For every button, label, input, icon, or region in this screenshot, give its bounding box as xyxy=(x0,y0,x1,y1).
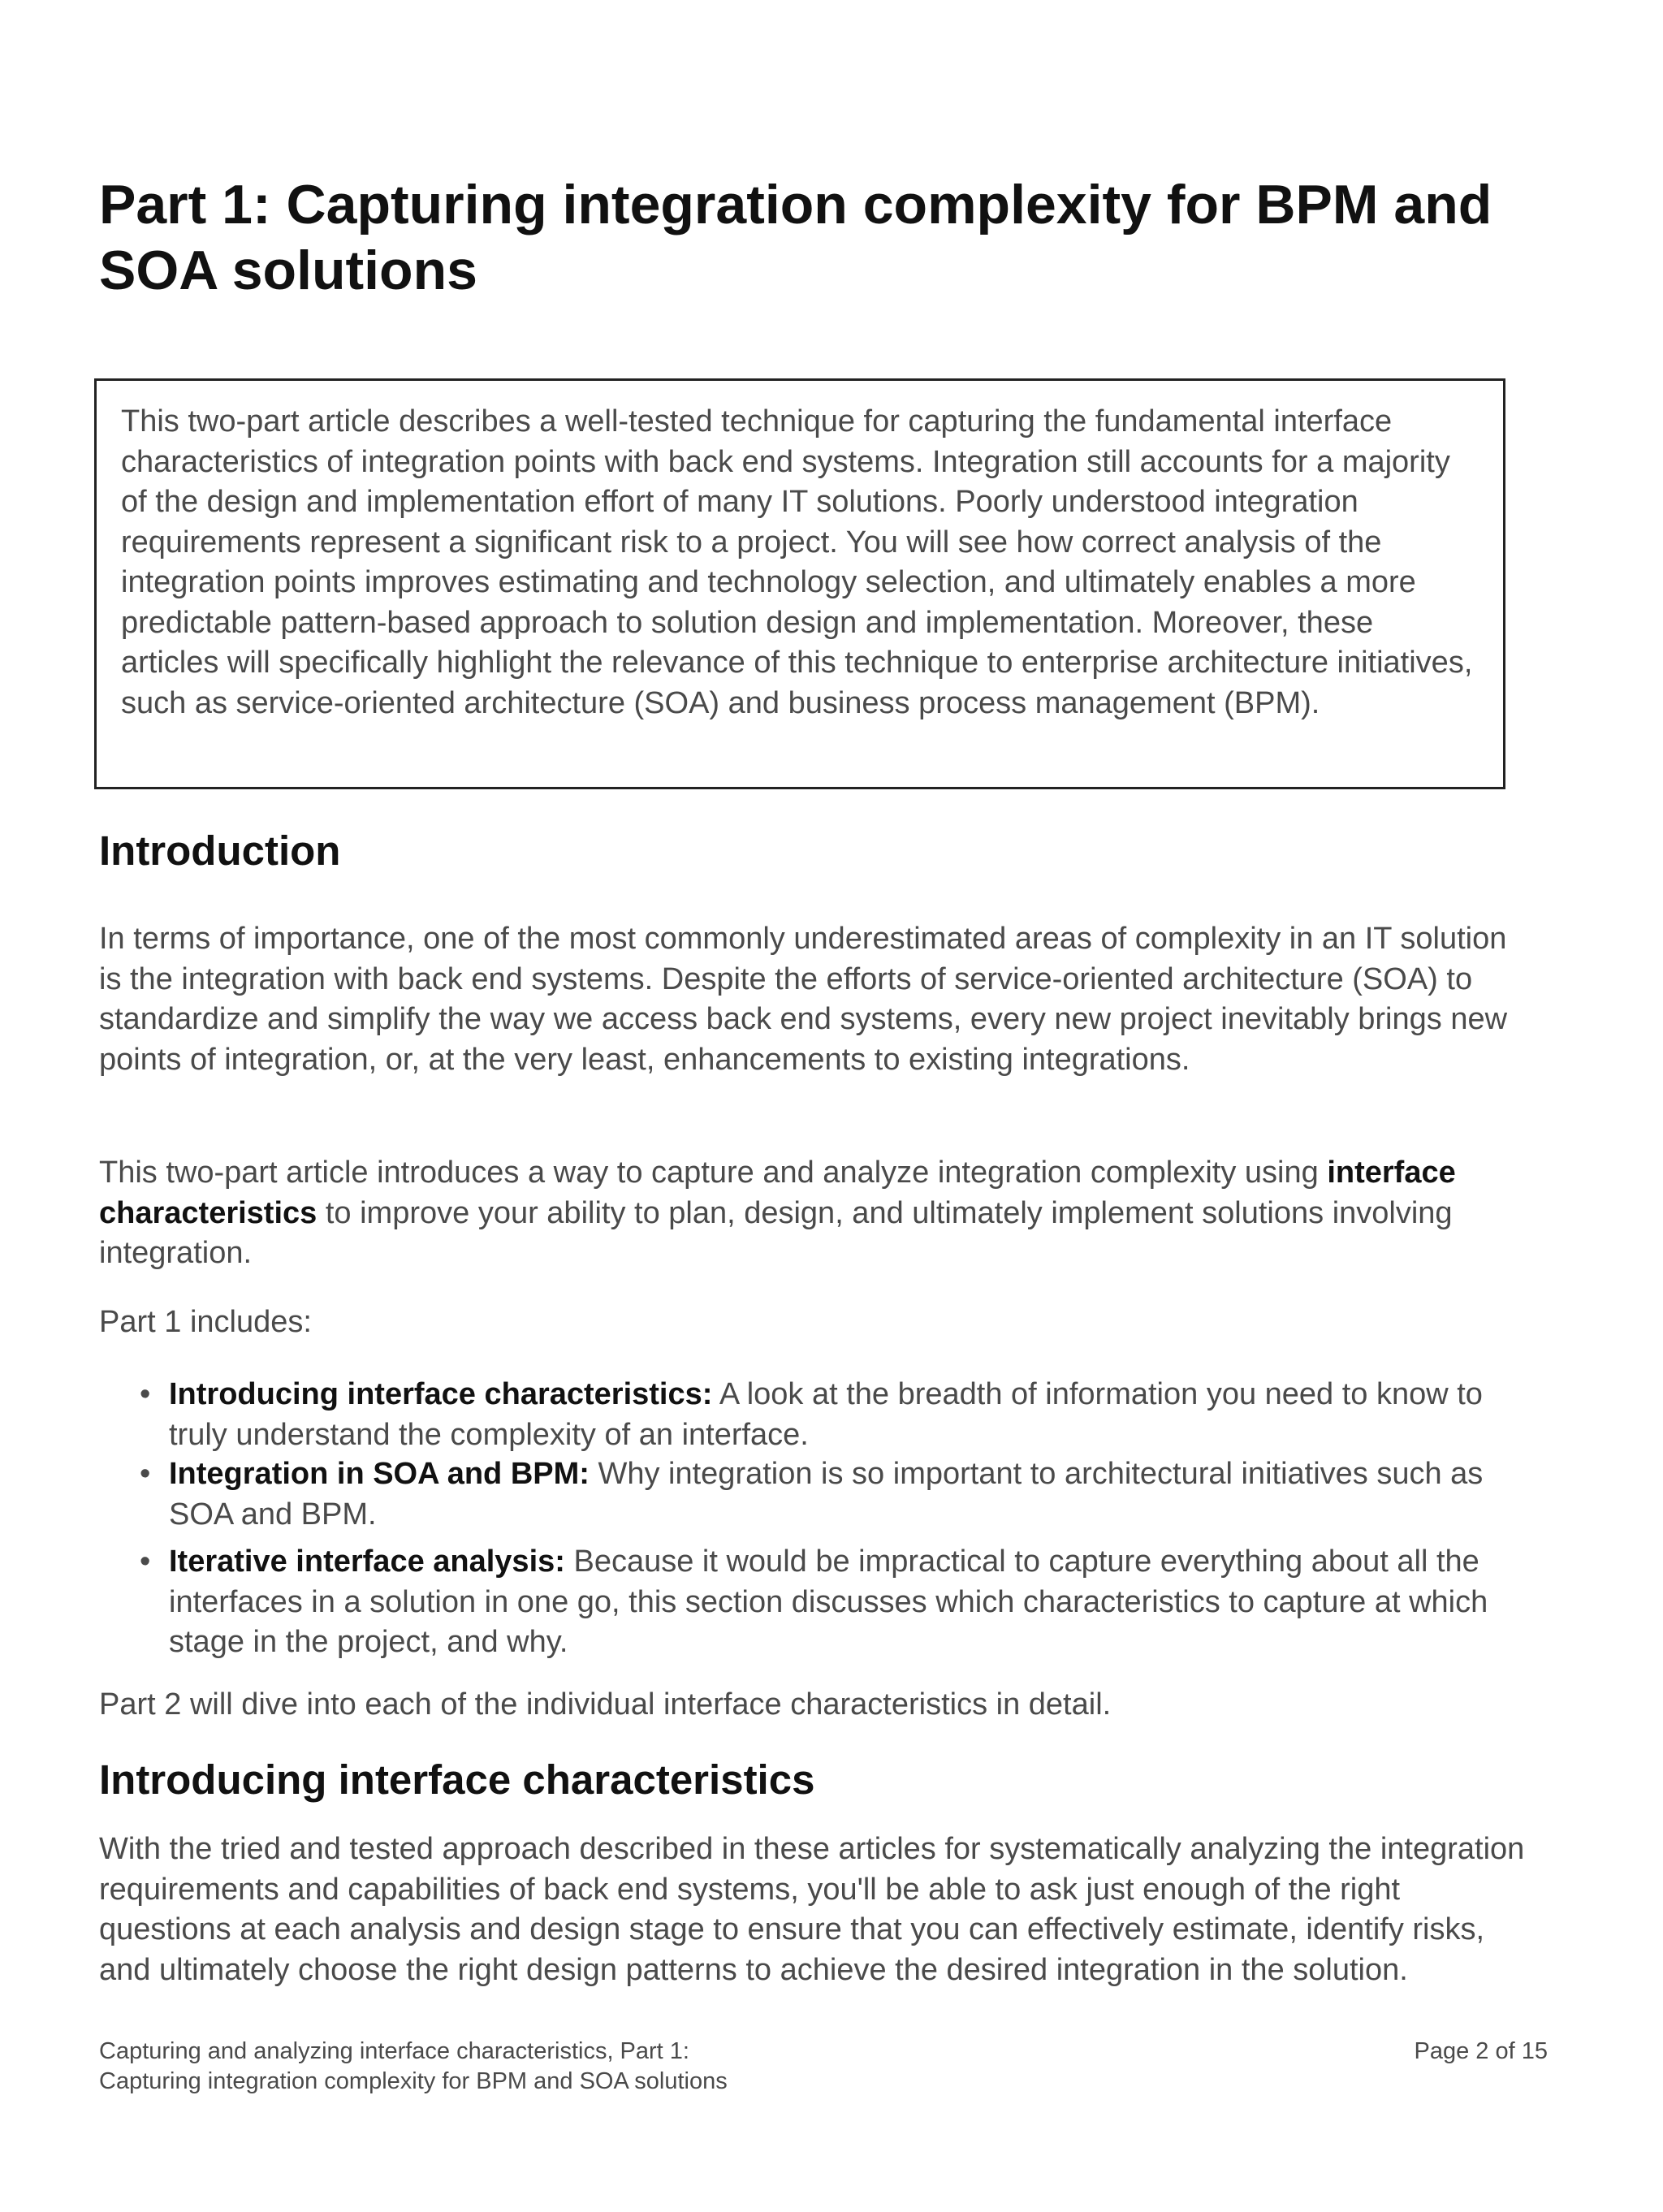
intro-paragraph-2-lead: This two-part article introduces a way to capture and analyze integration complexity using xyxy=(99,1156,1319,1190)
list-item-text: Why integration is so important to architectural initiatives such as SOA and BPM. xyxy=(169,1457,1484,1532)
bullet-icon: • xyxy=(140,1457,151,1491)
footer-document-title xyxy=(99,2037,728,2097)
abstract-text: This two-part article describes a well-tested technique for capturing the fundamental interface characteristics of integration points with back end systems. Integration still accounts for a majority of the design and implementation effort of many IT solutions. Poorly understood integration requirements represent a significant risk to a project. You will see how correct analysis of the integration points improves estimating and technology selection, and ultimately enables a more predictable pattern-based approach to solution design and implementation. Moreover, these articles will specifically highlight the relevance of this technique to enterprise architecture initiatives, such as service-oriented architecture (SOA) and business process management (BPM). xyxy=(121,404,1473,720)
intro-paragraph-1: In terms of importance, one of the most commonly underestimated areas of complexity in an IT solution is the integration with back end systems. Despite the efforts of service-oriented architecture (SOA) to standardize and simplify the way we access back end systems, every new project inevitably brings new points of integration, or, at the very least, enhancements to existing integrations. xyxy=(99,922,1508,1077)
introduction-heading: Introduction xyxy=(99,827,341,874)
interface-characteristics-term: interface characteristics xyxy=(99,1156,1456,1230)
intro-paragraph-2 xyxy=(99,1153,1536,1274)
abstract-box xyxy=(94,378,1505,789)
section-heading: Introducing interface characteristics xyxy=(99,1756,815,1803)
list-item xyxy=(140,1542,1541,1663)
intro-paragraph-4: Part 2 will dive into each of the individual interface characteristics in detail. xyxy=(99,1687,1112,1722)
list-item-term: Iterative interface analysis: xyxy=(169,1545,565,1579)
list-item-text: Because it would be impractical to capture everything about all the interfaces in a solution in one go, this section discusses which characteristics to capture at which stage in the project, and why. xyxy=(169,1545,1488,1659)
intro-paragraph-3: Part 1 includes: xyxy=(99,1305,312,1339)
footer-line-1: Capturing and analyzing interface characteristics, Part 1: xyxy=(99,2038,689,2064)
bullet-icon: • xyxy=(140,1545,151,1579)
intro-paragraph-2-tail: to improve your ability to plan, design, and ultimately implement solutions involving integration. xyxy=(99,1195,1453,1270)
page-number: Page 2 of 15 xyxy=(1414,2038,1548,2064)
list-item-text: A look at the breadth of information you need to know to truly understand the complexity of an interface. xyxy=(169,1377,1483,1452)
section-paragraph: With the tried and tested approach described in these articles for systematically analyzing the integration requirements and capabilities of back end systems, you'll be able to ask just enough of the right questions at each analysis and design stage to ensure that you can effectively estimate, identify risks, and ultimately choose the right design patterns to achieve the desired integration in the solution. xyxy=(99,1832,1525,1987)
page-title: Part 1: Capturing integration complexity for BPM and SOA solutions xyxy=(99,174,1492,301)
bullet-icon: • xyxy=(140,1377,151,1411)
list-item-term: Introducing interface characteristics: xyxy=(169,1377,713,1411)
list-item xyxy=(140,1454,1541,1535)
list-item xyxy=(140,1375,1541,1455)
list-item-term: Integration in SOA and BPM: xyxy=(169,1457,590,1491)
footer-line-2: Capturing integration complexity for BPM and SOA solutions xyxy=(99,2068,728,2094)
